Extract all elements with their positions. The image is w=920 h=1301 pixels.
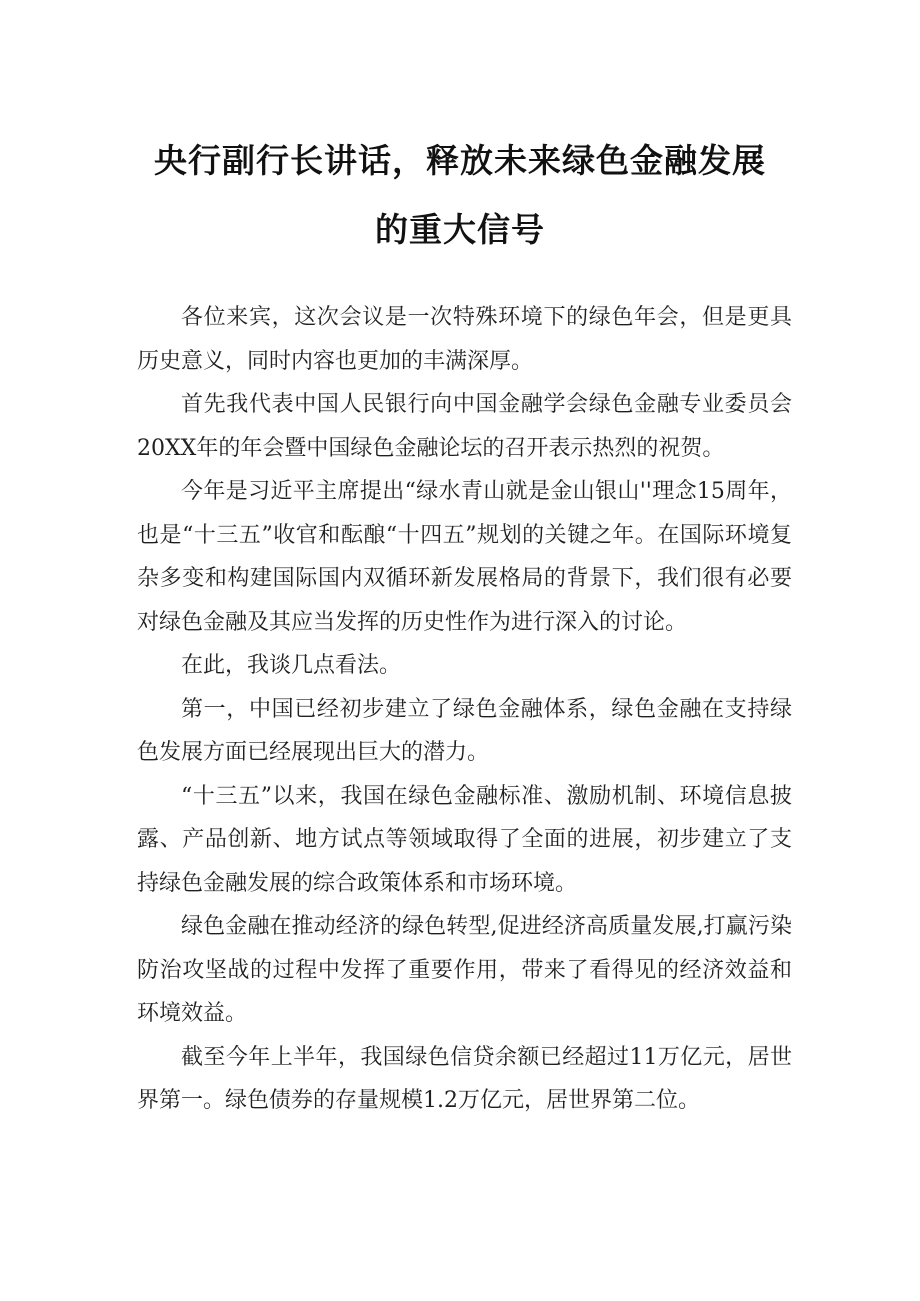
paragraph: 第一，中国已经初步建立了绿色金融体系，绿色金融在支持绿色发展方面已经展现出巨大的潜力。 bbox=[137, 696, 792, 765]
paragraph: 今年是习近平主席提出“绿水青山就是金山银山''理念15周年，也是“十三五”收官和酝酿“十四五”规划的关键之年。在国际环境复杂多变和构建国际国内双循环新发展格局的背景下，我们很有必要对绿色金融及其应当发挥的历史性作为进行深入的讨论。 bbox=[137, 479, 792, 635]
document-title-line-2: 的重大信号 bbox=[375, 210, 545, 249]
paragraph: 在此，我谈几点看法。 bbox=[181, 653, 402, 678]
paragraph: “十三五”以来，我国在绿色金融标准、激励机制、环境信息披露、产品创新、地方试点等领域取得了全面的进展，初步建立了支持绿色金融发展的综合政策体系和市场环境。 bbox=[137, 783, 792, 896]
paragraph: 截至今年上半年，我国绿色信贷余额已经超过11万亿元，居世界第一。绿色债券的存量规模1.2万亿元，居世界第二位。 bbox=[137, 1044, 792, 1113]
paragraph: 各位来宾，这次会议是一次特殊环境下的绿色年会，但是更具历史意义，同时内容也更加的丰满深厚。 bbox=[137, 305, 792, 374]
document-title-line-1: 央行副行长讲话，释放未来绿色金融发展 bbox=[154, 141, 766, 180]
document-body bbox=[137, 296, 792, 1123]
paragraph: 绿色金融在推动经济的绿色转型,促进经济高质量发展,打赢污染防治攻坚战的过程中发挥了重要作用，带来了看得见的经济效益和环境效益。 bbox=[137, 914, 792, 1026]
paragraph: 首先我代表中国人民银行向中国金融学会绿色金融专业委员会20XX年的年会暨中国绿色金融论坛的召开表示热烈的祝贺。 bbox=[137, 392, 792, 461]
